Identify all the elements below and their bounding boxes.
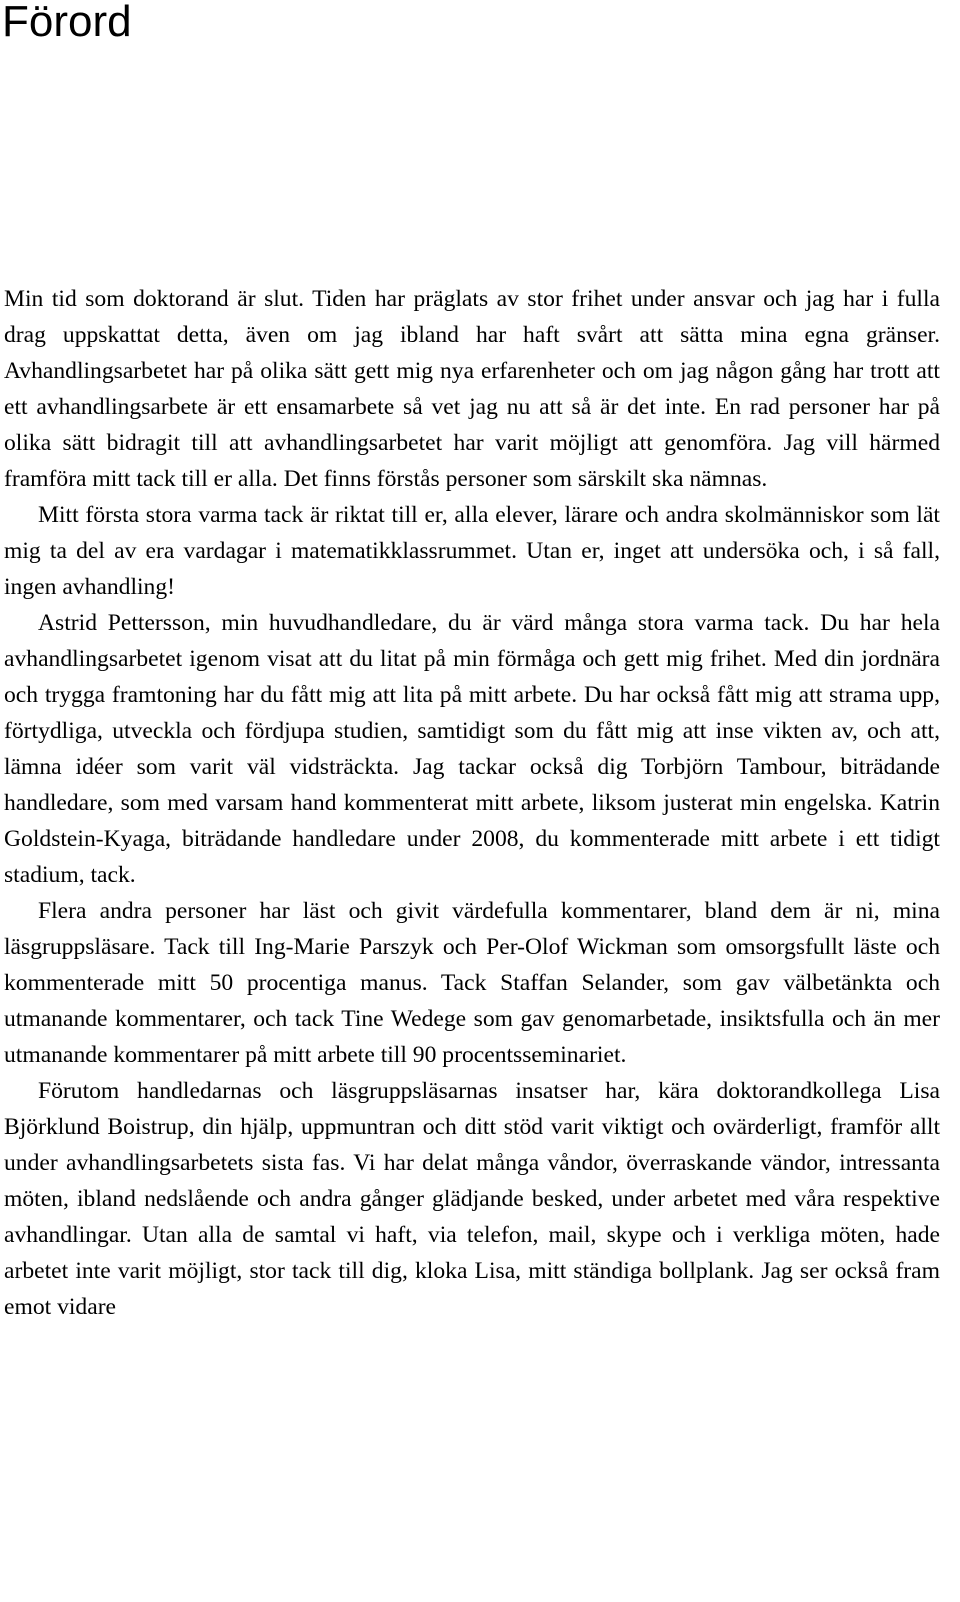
page-title: Förord [2, 0, 132, 46]
paragraph-readers-thanks: Flera andra personer har läst och givit värdefulla kommentarer, bland dem är ni, mina läsgruppsläsare. Tack till Ing-Marie Parszyk och Per-Olof Wickman som omsorgsfullt läste och kommenterade mitt 50 procentiga manus. Tack Staffan Selander, som gav välbetänkta och utmanande kommentarer, och tack Tine Wedege som gav genomarbetade, insiktsfulla och än mer utmanande kommentarer på mitt arbete till 90 procentsseminariet. [4, 898, 940, 1068]
paragraph-colleague-thanks: Förutom handledarnas och läsgruppsläsarnas insatser har, kära doktorandkollega Lisa Björklund Boistrup, din hjälp, uppmuntran och ditt stöd varit viktigt och ovärderligt, framför allt under avhandlingsarbetets sista fas. Vi har delat många våndor, överraskande vändor, intressanta möten, ibland nedslående och andra gånger glädjande besked, under arbetet med våra respektive avhandlingar. Utan alla de samtal vi haft, via telefon, mail, skype och i verkliga möten, hade arbetet inte varit möjligt, stor tack till dig, kloka Lisa, mitt ständiga bollplank. Jag ser också fram emot vidare [4, 1078, 940, 1320]
paragraph-supervisors-thanks: Astrid Pettersson, min huvudhandledare, du är värd många stora varma tack. Du har hela avhandlingsarbetet igenom visat att du litat på min förmåga och gett mig frihet. Med din jordnära och trygga framtoning har du fått mig att lita på mitt arbete. Du har också fått mig att strama upp, förtydliga, utveckla och fördjupa studien, samtidigt som du fått mig att inse vikten av, och att, lämna idéer som varit väl vidsträckta. Jag tackar också dig Torbjörn Tambour, biträdande handledare, som med varsam hand kommenterat mitt arbete, liksom justerat min engelska. Katrin Goldstein-Kyaga, biträdande handledare under 2008, du kommenterade mitt arbete i ett tidigt stadium, tack. [4, 610, 940, 888]
body-text [4, 281, 940, 1325]
paragraph-intro: Min tid som doktorand är slut. Tiden har präglats av stor frihet under ansvar och jag har i fulla drag uppskattat detta, även om jag ibland har haft svårt att sätta mina egna gränser. Avhandlingsarbetet har på olika sätt gett mig nya erfarenheter och om jag någon gång har trott att ett avhandlingsarbete är ett ensamarbete så vet jag nu att så är det inte. En rad personer har på olika sätt bidragit till att avhandlingsarbetet har varit möjligt att genomföra. Jag vill härmed framföra mitt tack till er alla. Det finns förstås personer som särskilt ska nämnas. [4, 286, 940, 492]
paragraph-students-thanks: Mitt första stora varma tack är riktat till er, alla elever, lärare och andra skolmänniskor som lät mig ta del av era vardagar i matematikklassrummet. Utan er, inget att undersöka och, i så fall, ingen avhandling! [4, 502, 940, 600]
